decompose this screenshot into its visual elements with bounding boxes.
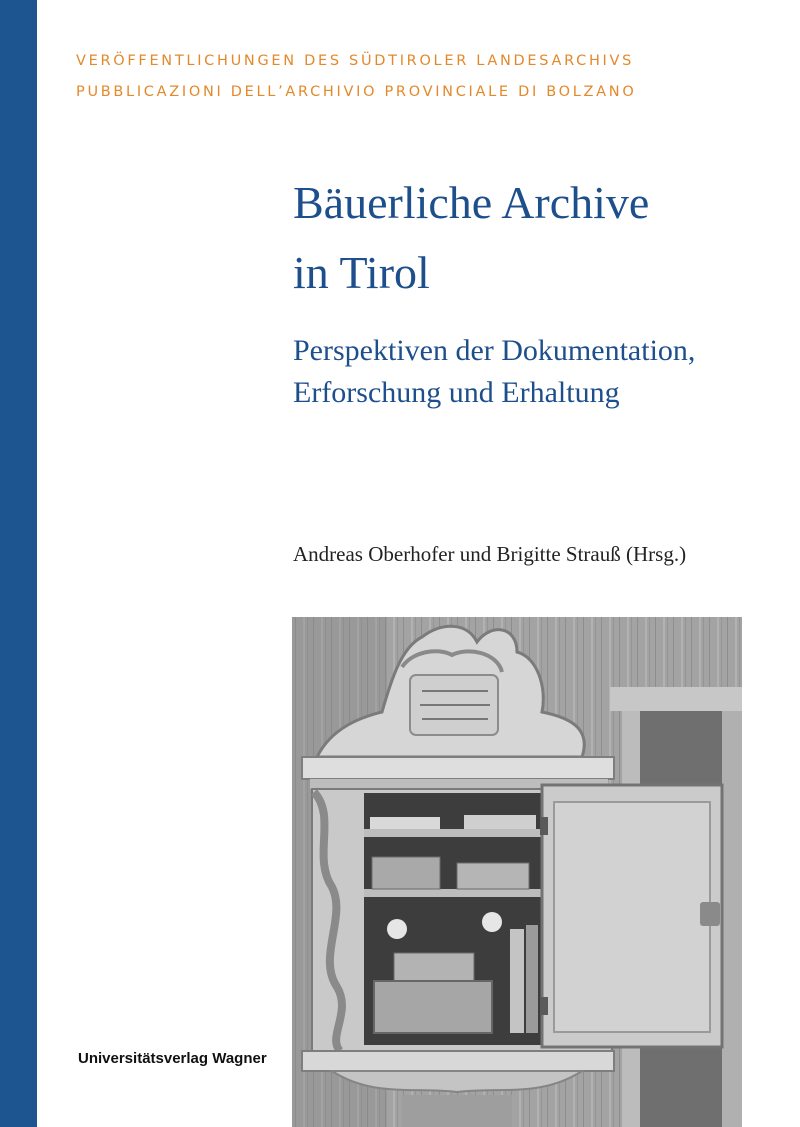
series-title (76, 46, 776, 108)
book-subtitle (293, 330, 773, 414)
cover-photo-archive-cabinet (292, 617, 742, 1127)
publisher-name: Universitätsverlag Wagner (78, 1050, 267, 1067)
book-subtitle-line-2: Erforschung und Erhaltung (293, 376, 620, 409)
book-title-line-1: Bäuerliche Archive (293, 177, 650, 228)
series-title-italian: PUBBLICAZIONI DELL’ARCHIVIO PROVINCIALE DI BOLZANO (76, 84, 637, 100)
series-title-german: VERÖFFENTLICHUNGEN DES SÜDTIROLER LANDESARCHIVS (76, 53, 635, 69)
cover-spine-band (0, 0, 37, 1127)
book-editors: Andreas Oberhofer und Brigitte Strauß (Hrsg.) (293, 542, 687, 566)
book-subtitle-line-1: Perspektiven der Dokumentation, (293, 334, 696, 367)
book-title-line-2: in Tirol (293, 247, 430, 298)
book-title (293, 168, 793, 308)
